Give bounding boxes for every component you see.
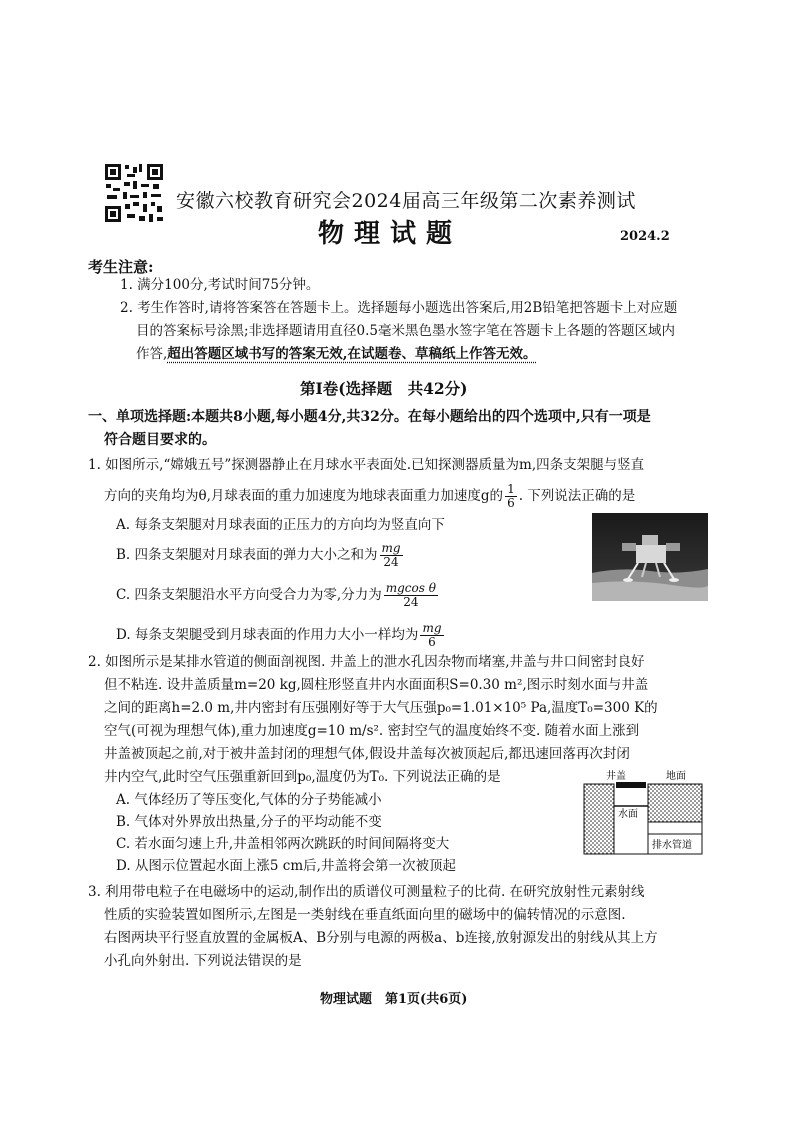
- subject-title: 物理试题: [318, 219, 463, 249]
- q2-stem: 2. 如图所示是某排水管道的侧面剖视图. 井盖上的泄水孔因杂物而堵塞,井盖与井口间密封良好: [88, 654, 645, 670]
- fraction-denominator: 6: [428, 635, 436, 649]
- label-ground: 地面: [666, 771, 686, 782]
- q3-stem-cont: 小孔向外射出. 下列说法错误的是: [104, 953, 302, 969]
- q1-option-c: [116, 580, 440, 610]
- notice-item: 1. 满分100分,考试时间75分钟。: [120, 277, 320, 293]
- q1-option-d: [116, 620, 446, 650]
- q3-stem: 3. 利用带电粒子在电磁场中的运动,制作出的质谱仪可测量粒子的比荷. 在研究放射性元素射线: [88, 884, 645, 900]
- notice-heading: 考生注意:: [88, 258, 154, 276]
- label-well-cover: 井盖: [606, 771, 626, 782]
- q2-stem-cont: 井盖被顶起之前,对于被井盖封闭的理想气体,假设井盖每次被顶起后,都迅速回落再次封闭: [104, 746, 630, 762]
- notice-item: 2. 考生作答时,请将答案答在答题卡上。选择题每小题选出答案后,用2B铅笔把答题卡上对应题: [120, 300, 678, 316]
- fraction: [384, 582, 438, 609]
- q2-option-d: D. 从图示位置起水面上涨5 cm后,井盖将会第一次被顶起: [116, 858, 456, 874]
- q2-option-b: B. 气体对外界放出热量,分子的平均动能不变: [116, 814, 382, 830]
- q2-stem-cont: 井内空气,此时空气压强重新回到p₀,温度仍为T₀. 下列说法正确的是: [104, 769, 501, 785]
- q1-option-a: A. 每条支架腿对月球表面的正压力的方向均为竖直向下: [116, 517, 445, 533]
- fraction: [420, 622, 443, 649]
- q1-stem-text: 方向的夹角均为θ,月球表面的重力加速度为地球表面重力加速度g的: [104, 488, 504, 504]
- fraction-numerator: mgcos θ: [385, 581, 436, 595]
- q2-stem-cont: 空气(可视为理想气体),重力加速度g=10 m/s². 密封空气的温度始终不变. 随着水面上涨到: [104, 723, 640, 739]
- label-drain-pipe: 排水管道: [652, 840, 692, 851]
- fraction: [505, 483, 517, 510]
- page-footer: 物理试题 第1页(共6页): [320, 992, 468, 1007]
- fraction-numerator: 1: [507, 482, 515, 496]
- q1-stem: 1. 如图所示,“嫦娥五号”探测器静止在月球水平表面处.已知探测器质量为m,四条支架腿与竖直: [88, 457, 645, 473]
- notice-item: 目的答案标号涂黑;非选择题请用直径0.5毫米黑色墨水签字笔在答题卡上各题的答题区域内: [136, 323, 676, 339]
- drainage-well-diagram: [580, 770, 705, 856]
- q3-stem-cont: 性质的实验装置如图所示,左图是一类射线在垂直纸面向里的磁场中的偏转情况的示意图.: [104, 907, 626, 923]
- fraction-numerator: mg: [422, 621, 442, 635]
- q2-stem-cont: 之间的距离h=2.0 m,井内密封有压强刚好等于大气压强p₀=1.01×10⁵ Pa,温度T₀=300 K的: [104, 700, 658, 716]
- option-text: C. 四条支架腿沿水平方向受合力为零,分力为: [116, 587, 382, 603]
- fraction: [380, 542, 403, 569]
- q2-option-a: A. 气体经历了等压变化,气体的分子势能减小: [116, 792, 382, 808]
- lunar-lander-photo: [592, 513, 708, 601]
- exam-org-title: 安徽六校教育研究会2024届高三年级第二次素养测试: [176, 190, 636, 212]
- q2-stem-cont: 但不粘连. 设井盖质量m=20 kg,圆柱形竖直井内水面面积S=0.30 m²,图示时刻水面与井盖: [104, 677, 649, 693]
- fraction-denominator: 24: [403, 595, 419, 609]
- option-text: D. 每条支架腿受到月球表面的作用力大小一样均为: [116, 627, 419, 643]
- option-text: B. 四条支架腿对月球表面的弹力大小之和为: [116, 547, 378, 563]
- qr-code: [103, 162, 165, 224]
- q3-stem-cont: 右图两块平行竖直放置的金属板A、B分别与电源的两极a、b连接,放射源发出的射线从其上方: [104, 930, 658, 946]
- q2-option-c: C. 若水面匀速上升,井盖相邻两次跳跃的时间间隔将变大: [116, 836, 450, 852]
- fraction-numerator: mg: [381, 541, 401, 555]
- notice-item-text: 作答,: [136, 346, 168, 362]
- notice-item: [136, 344, 537, 364]
- fraction-denominator: 24: [383, 555, 399, 569]
- q1-stem-text: . 下列说法正确的是: [518, 488, 636, 504]
- section-title: 第Ⅰ卷(选择题 共42分): [300, 379, 468, 398]
- label-water-surface: 水面: [618, 809, 638, 820]
- q1-stem-cont: [104, 482, 635, 510]
- part-heading: 一、单项选择题:本题共8小题,每小题4分,共32分。在每小题给出的四个选项中,只有一项是: [88, 409, 651, 425]
- q1-option-b: [116, 540, 405, 570]
- exam-date: 2024.2: [620, 229, 670, 244]
- part-heading-cont: 符合题目要求的。: [104, 432, 216, 448]
- fraction-denominator: 6: [507, 496, 515, 510]
- notice-emphasis: 超出答题区域书写的答案无效,在试题卷、草稿纸上作答无效。: [167, 346, 537, 362]
